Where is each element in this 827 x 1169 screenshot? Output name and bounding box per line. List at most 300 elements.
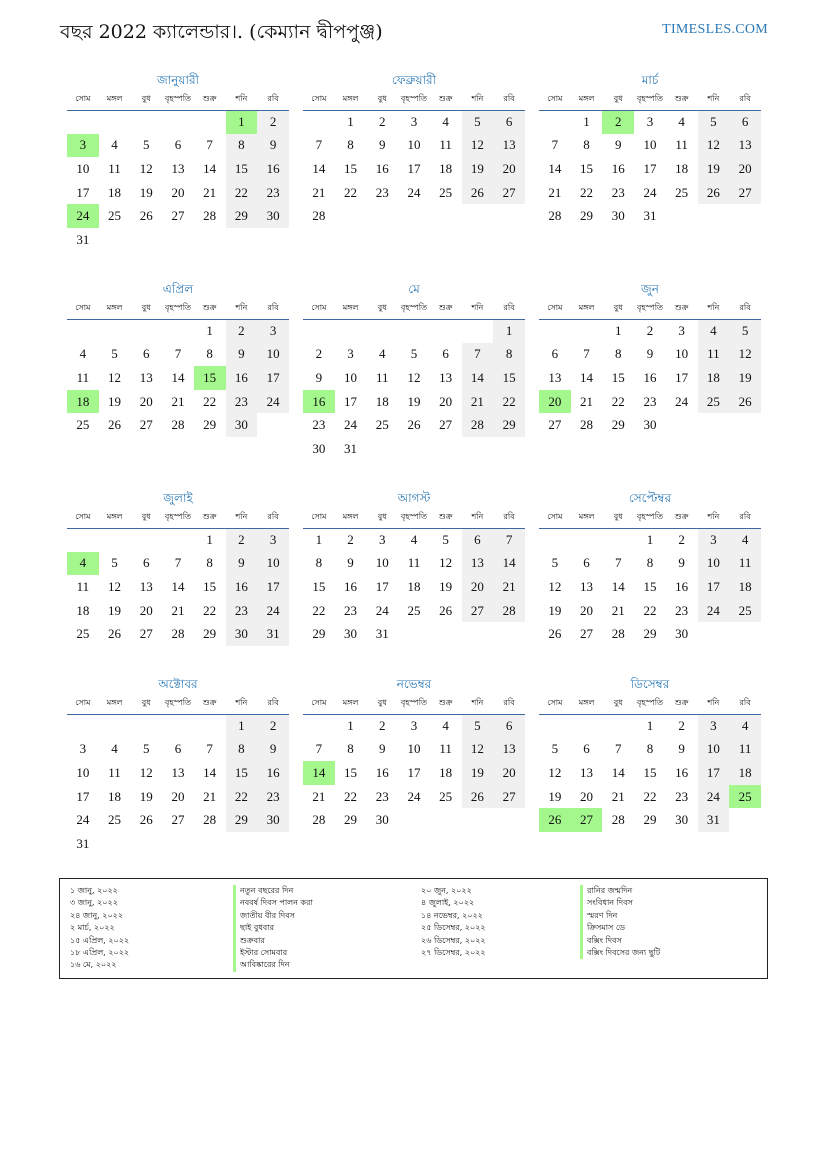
month-calendar — [303, 489, 525, 646]
day-cell: 21 — [493, 575, 525, 599]
day-cell: 18 — [407, 578, 421, 594]
weekday-header: রবি — [257, 510, 289, 528]
day-cell: 12 — [729, 343, 761, 367]
day-cell: 23 — [312, 417, 326, 433]
day-cell: 25 — [439, 788, 453, 804]
weekday-header: শুক্র — [430, 92, 462, 110]
weekday-header: বৃহস্পতি — [162, 510, 194, 528]
day-cell: 3 — [678, 323, 685, 339]
day-cell: 21 — [548, 184, 562, 200]
day-cell: 23 — [675, 788, 689, 804]
empty-cell — [462, 622, 494, 646]
day-cell: 4 — [379, 346, 386, 362]
day-cell: 6 — [174, 741, 182, 757]
day-cell: 11 — [439, 137, 452, 153]
day-cell: 26 — [139, 208, 153, 224]
empty-cell — [257, 228, 289, 252]
month-calendar — [303, 71, 525, 228]
day-cell: 16 — [257, 761, 289, 785]
day-cell: 20 — [171, 184, 185, 200]
day-cell: 18 — [439, 764, 453, 780]
weekday-header: সোম — [539, 696, 571, 714]
day-cell: 6 — [729, 110, 761, 134]
weekday-header: সোম — [303, 301, 335, 319]
day-cell: 7 — [206, 741, 213, 757]
day-cell: 19 — [548, 788, 562, 804]
day-cell: 5 — [729, 319, 761, 343]
day-cell: 3 — [698, 528, 730, 552]
empty-cell — [194, 832, 226, 856]
day-cell: 15 — [344, 764, 358, 780]
empty-cell — [130, 832, 162, 856]
day-cell: 14 — [303, 761, 335, 785]
empty-cell — [539, 319, 571, 343]
day-cell: 14 — [171, 578, 185, 594]
day-cell: 6 — [493, 110, 525, 134]
empty-cell — [366, 437, 398, 461]
empty-cell — [130, 110, 162, 134]
day-cell: 11 — [729, 738, 761, 762]
day-cell: 24 — [375, 602, 389, 618]
site-link[interactable]: TIMESLES.COM — [662, 22, 768, 37]
day-cell: 22 — [226, 785, 258, 809]
day-cell: 24 — [257, 599, 289, 623]
empty-cell — [99, 319, 131, 343]
day-cell: 11 — [76, 369, 90, 385]
day-cell: 3 — [79, 741, 87, 757]
empty-cell — [430, 437, 462, 461]
weekday-header: রবি — [493, 301, 525, 319]
day-cell: 16 — [675, 764, 689, 780]
day-cell: 22 — [203, 602, 217, 618]
day-cell: 9 — [315, 369, 323, 385]
day-cell: 28 — [312, 208, 326, 224]
month-title: আগস্ট — [397, 491, 431, 505]
day-cell: 13 — [493, 134, 525, 158]
day-cell: 5 — [410, 346, 418, 362]
day-cell: 10 — [698, 552, 730, 576]
day-cell: 1 — [583, 114, 590, 130]
day-cell: 4 — [442, 114, 449, 130]
weekday-header: শনি — [698, 92, 730, 110]
weekday-header: মঙ্গল — [571, 510, 603, 528]
month-calendar — [303, 675, 525, 832]
empty-cell — [130, 319, 162, 343]
weekday-header: মঙ্গল — [335, 510, 367, 528]
weekday-header: বৃহস্পতি — [398, 301, 430, 319]
empty-cell — [493, 437, 525, 461]
day-cell: 9 — [379, 137, 386, 153]
legend-holiday: ক্রিসমাস ডে — [580, 922, 660, 934]
day-cell: 12 — [462, 738, 494, 762]
day-cell: 18 — [76, 602, 90, 618]
day-cell: 4 — [79, 346, 87, 362]
day-cell: 2 — [678, 718, 685, 734]
weekday-header: শনি — [462, 301, 494, 319]
legend-date: ১৫ এপ্রিল, ২০২২ — [70, 935, 130, 945]
day-cell: 20 — [439, 393, 453, 409]
empty-cell — [729, 413, 761, 437]
empty-cell — [99, 110, 131, 134]
day-cell: 2 — [678, 532, 685, 548]
day-cell: 21 — [312, 788, 326, 804]
day-cell: 13 — [580, 764, 594, 780]
empty-cell — [493, 622, 525, 646]
day-cell: 12 — [548, 578, 562, 594]
empty-cell — [194, 714, 226, 738]
empty-cell — [493, 808, 525, 832]
day-cell: 22 — [344, 184, 358, 200]
day-cell: 26 — [108, 417, 122, 433]
day-cell: 24 — [698, 599, 730, 623]
day-cell: 8 — [347, 137, 354, 153]
day-cell: 8 — [226, 738, 258, 762]
day-cell: 6 — [174, 137, 182, 153]
day-cell: 7 — [315, 137, 323, 153]
day-cell: 4 — [698, 319, 730, 343]
day-cell: 5 — [698, 110, 730, 134]
day-cell: 17 — [643, 160, 657, 176]
weekday-header: মঙ্গল — [571, 301, 603, 319]
weekday-header: সোম — [539, 510, 571, 528]
holiday-legend — [59, 878, 768, 979]
day-cell: 24 — [67, 204, 99, 228]
day-cell: 13 — [580, 578, 594, 594]
empty-cell — [257, 413, 289, 437]
day-cell: 23 — [226, 390, 258, 414]
day-cell: 9 — [226, 552, 258, 576]
empty-cell — [571, 714, 603, 738]
day-cell: 10 — [257, 552, 289, 576]
day-cell: 25 — [675, 184, 689, 200]
empty-cell — [194, 110, 226, 134]
day-cell: 16 — [675, 578, 689, 594]
day-cell: 17 — [698, 575, 730, 599]
day-cell: 24 — [76, 812, 90, 828]
day-cell: 27 — [139, 417, 153, 433]
weekday-header: সোম — [67, 696, 99, 714]
weekday-header: শনি — [462, 510, 494, 528]
day-cell: 1 — [315, 532, 323, 548]
empty-cell — [698, 413, 730, 437]
day-cell: 4 — [111, 137, 118, 153]
day-cell: 8 — [646, 741, 654, 757]
day-cell: 4 — [410, 532, 418, 548]
day-cell: 25 — [407, 602, 421, 618]
weekday-header: বুধ — [602, 696, 634, 714]
day-cell: 14 — [171, 369, 185, 385]
empty-cell — [130, 228, 162, 252]
legend-date: ১৮ এপ্রিল, ২০২২ — [70, 947, 130, 957]
day-cell: 18 — [729, 575, 761, 599]
empty-cell — [67, 714, 99, 738]
weekday-header: রবি — [493, 510, 525, 528]
month-title: জানুয়ারী — [157, 73, 199, 87]
day-cell: 9 — [646, 346, 654, 362]
legend-holiday: নববর্ষ দিবস পালন করা — [233, 897, 313, 909]
day-cell: 13 — [439, 369, 453, 385]
empty-cell — [462, 204, 494, 228]
day-cell: 2 — [226, 319, 258, 343]
legend-date: ২৬ ডিসেম্বর, ২০২২ — [421, 935, 486, 945]
day-cell: 18 — [439, 160, 453, 176]
day-cell: 11 — [407, 555, 421, 571]
day-cell: 11 — [108, 764, 121, 780]
day-cell: 1 — [226, 714, 258, 738]
day-cell: 26 — [439, 602, 453, 618]
weekday-header: সোম — [303, 92, 335, 110]
day-cell: 27 — [493, 181, 525, 205]
day-cell: 22 — [493, 390, 525, 414]
day-cell: 30 — [611, 208, 625, 224]
legend-date: ১ জানু, ২০২২ — [70, 886, 118, 895]
empty-cell — [67, 319, 99, 343]
day-cell: 1 — [347, 114, 354, 130]
empty-cell — [366, 319, 398, 343]
legend-dates-col1 — [70, 885, 129, 972]
day-cell: 4 — [729, 528, 761, 552]
empty-cell — [335, 319, 367, 343]
day-cell: 30 — [643, 417, 657, 433]
day-cell: 25 — [375, 417, 389, 433]
legend-holiday: স্মরণ দিন — [580, 910, 660, 922]
empty-cell — [698, 622, 730, 646]
month-calendar — [303, 280, 525, 461]
day-cell: 29 — [312, 626, 326, 642]
day-cell: 13 — [171, 764, 185, 780]
empty-cell — [539, 528, 571, 552]
day-cell: 6 — [143, 555, 150, 571]
day-cell: 16 — [375, 764, 389, 780]
empty-cell — [162, 714, 194, 738]
day-cell: 10 — [76, 764, 90, 780]
empty-cell — [571, 528, 603, 552]
day-cell: 27 — [729, 181, 761, 205]
empty-cell — [729, 622, 761, 646]
month-calendar — [67, 489, 289, 646]
page-title: বছর 2022 ক্যালেন্ডার।. (কেম্যান দ্বীপপুঞ্জ) — [60, 21, 383, 43]
day-cell: 3 — [379, 532, 386, 548]
day-cell: 17 — [375, 578, 389, 594]
day-cell: 21 — [203, 184, 217, 200]
day-cell: 21 — [611, 602, 625, 618]
weekday-header: বুধ — [366, 92, 398, 110]
weekday-header: বুধ — [366, 510, 398, 528]
day-cell: 27 — [139, 626, 153, 642]
weekday-header: মঙ্গল — [99, 301, 131, 319]
day-cell: 27 — [580, 626, 594, 642]
day-cell: 17 — [675, 369, 689, 385]
day-cell: 17 — [344, 393, 358, 409]
legend-date: ২৪ জানু, ২০২২ — [70, 910, 124, 920]
empty-cell — [398, 622, 430, 646]
day-cell: 14 — [203, 160, 217, 176]
day-cell: 7 — [493, 528, 525, 552]
day-cell: 9 — [678, 741, 685, 757]
day-cell: 1 — [206, 532, 213, 548]
day-cell: 26 — [698, 181, 730, 205]
day-cell: 18 — [729, 761, 761, 785]
day-cell: 25 — [76, 626, 90, 642]
day-cell: 26 — [462, 181, 494, 205]
day-cell: 23 — [375, 788, 389, 804]
day-cell: 27 — [493, 785, 525, 809]
month-calendar — [539, 280, 761, 437]
day-cell: 10 — [698, 738, 730, 762]
weekday-header: শুক্র — [430, 301, 462, 319]
day-cell: 2 — [379, 718, 386, 734]
day-cell: 28 — [611, 812, 625, 828]
day-cell: 17 — [407, 764, 421, 780]
empty-cell — [162, 832, 194, 856]
day-cell: 14 — [580, 369, 594, 385]
day-cell: 31 — [344, 440, 358, 456]
day-cell: 13 — [139, 369, 153, 385]
empty-cell — [162, 110, 194, 134]
day-cell: 22 — [643, 602, 657, 618]
empty-cell — [430, 204, 462, 228]
day-cell: 18 — [108, 184, 122, 200]
day-cell: 8 — [315, 555, 323, 571]
day-cell: 18 — [675, 160, 689, 176]
day-cell: 29 — [611, 417, 625, 433]
empty-cell — [430, 808, 462, 832]
weekday-header: সোম — [67, 92, 99, 110]
day-cell: 28 — [171, 626, 185, 642]
day-cell: 13 — [139, 578, 153, 594]
day-cell: 6 — [583, 741, 590, 757]
day-cell: 3 — [257, 528, 289, 552]
weekday-header: সোম — [539, 92, 571, 110]
day-cell: 28 — [171, 417, 185, 433]
weekday-header: বৃহস্পতি — [398, 92, 430, 110]
day-cell: 18 — [698, 366, 730, 390]
empty-cell — [462, 319, 494, 343]
empty-cell — [666, 413, 698, 437]
day-cell: 28 — [203, 812, 217, 828]
day-cell: 22 — [344, 788, 358, 804]
day-cell: 22 — [580, 184, 594, 200]
day-cell: 8 — [206, 555, 213, 571]
empty-cell — [539, 714, 571, 738]
weekday-header: সোম — [539, 301, 571, 319]
weekday-header: শনি — [462, 696, 494, 714]
day-cell: 19 — [407, 393, 421, 409]
day-cell: 12 — [698, 134, 730, 158]
day-cell: 25 — [439, 184, 453, 200]
weekday-header: মঙ্গল — [99, 510, 131, 528]
day-cell: 21 — [171, 393, 185, 409]
day-cell: 29 — [643, 626, 657, 642]
day-cell: 19 — [108, 602, 122, 618]
day-cell: 17 — [76, 788, 90, 804]
empty-cell — [130, 528, 162, 552]
empty-cell — [257, 832, 289, 856]
day-cell: 18 — [108, 788, 122, 804]
day-cell: 28 — [312, 812, 326, 828]
day-cell: 28 — [462, 413, 494, 437]
empty-cell — [366, 204, 398, 228]
weekday-header: বৃহস্পতি — [398, 696, 430, 714]
day-cell: 7 — [315, 741, 323, 757]
day-cell: 23 — [675, 602, 689, 618]
day-cell: 15 — [580, 160, 594, 176]
day-cell: 30 — [226, 622, 258, 646]
legend-date: ৪ জুলাই, ২০২২ — [421, 898, 475, 908]
day-cell: 20 — [171, 788, 185, 804]
day-cell: 15 — [312, 578, 326, 594]
day-cell: 15 — [226, 761, 258, 785]
month-title: ফেব্রুয়ারী — [391, 73, 437, 87]
weekday-header: বৃহস্পতি — [162, 301, 194, 319]
day-cell: 3 — [257, 319, 289, 343]
day-cell: 10 — [643, 137, 657, 153]
day-cell: 13 — [493, 738, 525, 762]
day-cell: 14 — [312, 160, 326, 176]
day-cell: 23 — [344, 602, 358, 618]
empty-cell — [430, 319, 462, 343]
empty-cell — [303, 319, 335, 343]
day-cell: 21 — [462, 390, 494, 414]
day-cell: 1 — [646, 718, 654, 734]
day-cell: 27 — [171, 812, 185, 828]
weekday-header: শুক্র — [666, 301, 698, 319]
day-cell: 1 — [347, 718, 354, 734]
day-cell: 18 — [375, 393, 389, 409]
day-cell: 29 — [643, 812, 657, 828]
day-cell: 5 — [111, 346, 118, 362]
day-cell: 1 — [493, 319, 525, 343]
day-cell: 17 — [76, 184, 90, 200]
empty-cell — [335, 204, 367, 228]
empty-cell — [698, 204, 730, 228]
day-cell: 1 — [615, 323, 622, 339]
day-cell: 26 — [729, 390, 761, 414]
weekday-header: মঙ্গল — [335, 696, 367, 714]
weekday-header: সোম — [303, 510, 335, 528]
day-cell: 3 — [698, 714, 730, 738]
legend-date: ১৬ মে, ২০২২ — [70, 960, 117, 970]
day-cell: 8 — [347, 741, 354, 757]
weekday-header: রবি — [493, 92, 525, 110]
legend-date: ২৫ ডিসেম্বর, ২০২২ — [421, 923, 486, 933]
empty-cell — [602, 714, 634, 738]
day-cell: 31 — [375, 626, 389, 642]
day-cell: 20 — [539, 390, 571, 414]
empty-cell — [99, 528, 131, 552]
day-cell: 31 — [257, 622, 289, 646]
empty-cell — [462, 808, 494, 832]
empty-cell — [99, 832, 131, 856]
day-cell: 21 — [171, 602, 185, 618]
day-cell: 25 — [108, 208, 122, 224]
weekday-header: শুক্র — [666, 510, 698, 528]
day-cell: 25 — [729, 599, 761, 623]
day-cell: 20 — [493, 157, 525, 181]
day-cell: 5 — [143, 741, 150, 757]
day-cell: 21 — [611, 788, 625, 804]
weekday-header: বৃহস্পতি — [398, 510, 430, 528]
day-cell: 16 — [344, 578, 358, 594]
day-cell: 3 — [67, 134, 99, 158]
day-cell: 28 — [493, 599, 525, 623]
day-cell: 31 — [76, 231, 90, 247]
month-title: জুন — [641, 282, 659, 296]
empty-cell — [303, 714, 335, 738]
day-cell: 5 — [551, 555, 559, 571]
day-cell: 30 — [312, 440, 326, 456]
day-cell: 1 — [206, 323, 213, 339]
